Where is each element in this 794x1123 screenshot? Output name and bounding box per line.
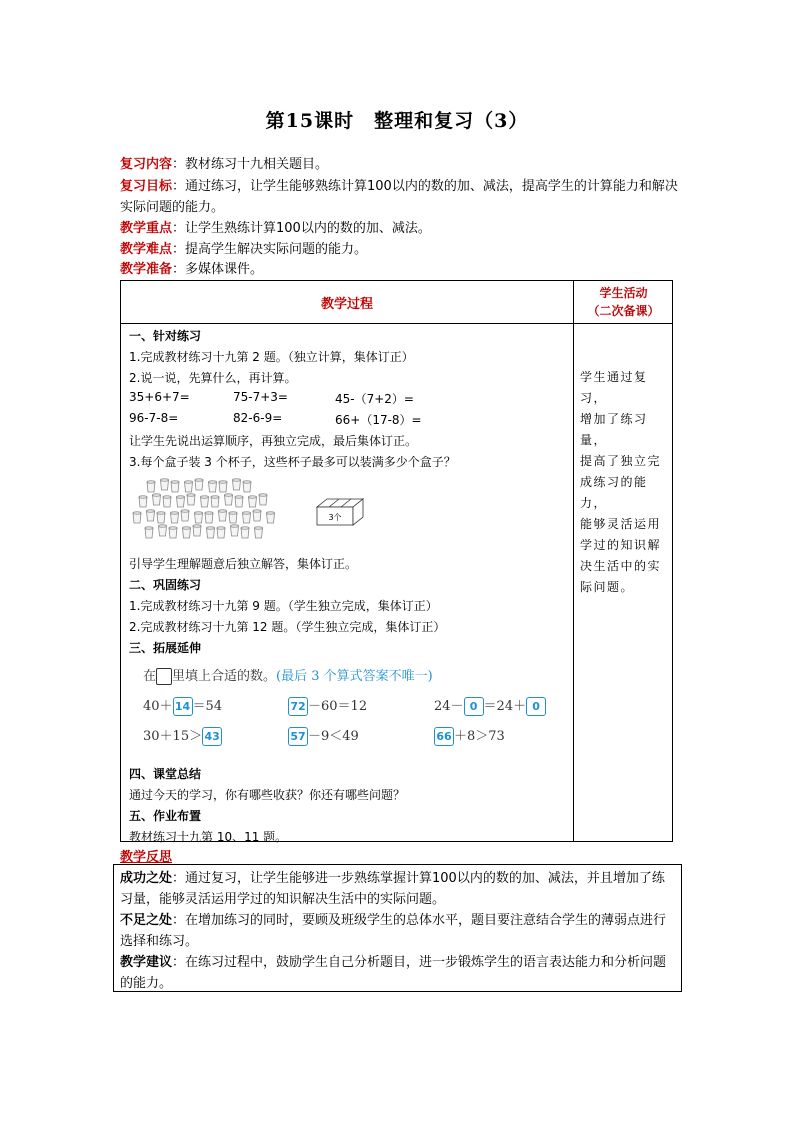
- cup-rim: [209, 481, 217, 483]
- cup-rim: [241, 527, 249, 529]
- calc-expression: 96-7-8=: [129, 411, 179, 425]
- cup-rim: [207, 527, 215, 529]
- cup-rim: [147, 510, 155, 512]
- calc-expression: 75-7+3=: [233, 390, 288, 404]
- cups-illustration: [131, 477, 301, 541]
- activity-header-line1: 学生活动: [599, 286, 648, 300]
- answer-box: 0: [526, 697, 546, 716]
- suggestion-label: 教学建议: [120, 955, 173, 970]
- cup-rim: [153, 494, 161, 496]
- section-consolidation: 二、巩固练习: [129, 578, 202, 592]
- cup-rim: [169, 527, 177, 529]
- teaching-difficulty: [120, 239, 680, 260]
- cup-rim: [195, 479, 203, 481]
- reflection-box: [113, 864, 682, 992]
- student-activity: [580, 367, 670, 598]
- practice-note: 让学生先说出运算顺序，再独立完成，最后集体订正。: [129, 434, 418, 448]
- review-content: [120, 154, 680, 175]
- column-divider: [573, 281, 574, 841]
- practice-item-2: 2.说一说，先算什么，再计算。: [129, 371, 297, 385]
- answer-box: 72: [288, 697, 308, 716]
- activity-header-line2: （二次备课）: [587, 304, 660, 318]
- box-label: 3个: [328, 513, 342, 522]
- cup-rim: [235, 496, 243, 498]
- cup-rim: [243, 481, 251, 483]
- lesson-table: [120, 280, 673, 842]
- cup-rim: [243, 512, 251, 514]
- activity-line: 能够灵活运用: [580, 517, 662, 531]
- cup-rim: [181, 510, 189, 512]
- answer-box: 43: [202, 727, 222, 746]
- teaching-difficulty-text: ：提高学生解决实际问题的能力。: [172, 242, 368, 257]
- review-content-text: ：教材练习十九相关题目。: [172, 157, 329, 172]
- cup-rim: [259, 494, 267, 496]
- answer-box: 57: [288, 727, 308, 746]
- cup-rim: [229, 512, 237, 514]
- consolidation-item-1: 1.完成教材练习十九第 9 题。（学生独立完成，集体订正）: [129, 599, 438, 613]
- cup-rim: [233, 479, 241, 481]
- cup-rim: [159, 525, 167, 527]
- section-targeted-practice: 一、针对练习: [129, 329, 202, 343]
- practice-guide: 引导学生理解题意后独立解答，集体订正。: [129, 557, 358, 571]
- reflection-success: [120, 868, 675, 910]
- calc-expression: 45-（7+2）=: [335, 392, 414, 406]
- section-summary: 四、课堂总结: [129, 767, 202, 781]
- extension-equation: 72 －60＝12: [288, 695, 367, 716]
- cup-rim: [185, 481, 193, 483]
- summary-text: 通过今天的学习，你有哪些收获？你还有哪些问题？: [129, 788, 406, 802]
- practice-item-3: 3.每个盒子装 3 个杯子，这些杯子最多可以装满多少个盒子？: [129, 455, 456, 469]
- teaching-key-text: ：让学生熟练计算100以内的数的加、减法。: [172, 221, 431, 236]
- box-illustration: [315, 497, 367, 531]
- empty-box-icon: [156, 668, 172, 685]
- prompt-part-a: 在: [143, 669, 157, 684]
- cup-rim: [133, 512, 141, 514]
- cup-rim: [187, 494, 195, 496]
- cup-rim: [249, 496, 257, 498]
- activity-line: 学过的知识解: [580, 538, 662, 552]
- extension-hint: (最后 3 个算式答案不唯一): [276, 669, 433, 684]
- calc-expression: 82-6-9=: [233, 411, 283, 425]
- review-content-label: 复习内容: [120, 157, 173, 172]
- review-goal: [120, 176, 680, 218]
- cup-rim: [201, 496, 209, 498]
- activity-header: [574, 281, 673, 323]
- cup-rim: [145, 527, 153, 529]
- cup-rim: [267, 512, 275, 514]
- teaching-difficulty-label: 教学难点: [120, 242, 173, 257]
- cup-rim: [195, 512, 203, 514]
- cup-rim: [253, 510, 261, 512]
- success-label: 成功之处: [120, 871, 173, 886]
- answer-box: 66: [434, 727, 454, 746]
- deficiency-label: 不足之处: [120, 913, 173, 928]
- reflection-suggestion: [120, 952, 675, 994]
- teaching-key-label: 教学重点: [120, 221, 173, 236]
- practice-item-1: 1.完成教材练习十九第 2 题。（独立计算，集体订正）: [129, 350, 414, 364]
- process-header: 教学过程: [320, 296, 373, 312]
- cup-rim: [231, 525, 239, 527]
- cup-rim: [147, 481, 155, 483]
- header-divider: [121, 323, 672, 324]
- consolidation-item-2: 2.完成教材练习十九第 12 题。（学生独立完成，集体订正）: [129, 620, 446, 634]
- section-homework: 五、作业布置: [129, 809, 202, 823]
- activity-line: 增加了练习量，: [580, 412, 648, 447]
- extension-prompt: [143, 665, 433, 685]
- homework-text: 教材练习十九第 10、11 题。: [129, 830, 288, 844]
- cup-rim: [219, 510, 227, 512]
- extension-equation: 57 －9＜49: [288, 725, 359, 746]
- cup-rim: [255, 527, 263, 529]
- cup-rim: [171, 512, 179, 514]
- cup-rim: [163, 496, 171, 498]
- extension-equation: 24－ 0 ＝24＋ 0: [434, 695, 546, 716]
- extension-equation: 40＋ 14 ＝54: [143, 699, 223, 714]
- prompt-part-b: 里填上合适的数。: [172, 669, 277, 684]
- teaching-prep: [120, 259, 680, 280]
- teaching-key: [120, 218, 680, 239]
- calc-expression: 35+6+7=: [129, 390, 190, 404]
- cup-rim: [205, 512, 213, 514]
- teaching-prep-text: ：多媒体课件。: [172, 262, 264, 277]
- activity-line: 学生通过复习，: [580, 370, 648, 405]
- cup-rim: [217, 527, 225, 529]
- review-goal-text: ：通过练习，让学生能够熟练计算100以内的数的加、减法，提高学生的计算能力和解决实际问题的能力。: [120, 179, 678, 215]
- extension-equation: 30＋15＞ 43: [143, 725, 222, 746]
- cup-rim: [139, 496, 147, 498]
- cup-rim: [171, 481, 179, 483]
- cup-rim: [193, 525, 201, 527]
- answer-box: 14: [173, 697, 193, 716]
- answer-box: 0: [464, 697, 484, 716]
- cup-rim: [225, 494, 233, 496]
- suggestion-text: ：在练习过程中，鼓励学生自己分析题目，进一步锻炼学生的语言表达能力和分析问题的能力。: [120, 955, 667, 991]
- cup-rim: [219, 481, 227, 483]
- activity-line: 际问题。: [580, 580, 635, 594]
- activity-line: 成练习的能力，: [580, 475, 648, 510]
- success-text: ：通过复习，让学生能够进一步熟练掌握计算100以内的数的加、减法，并且增加了练习量，能够灵活运用学过的知识解决生活中的实际问题。: [120, 871, 665, 907]
- page-title: 第15课时 整理和复习（3）: [265, 110, 529, 132]
- activity-line: 提高了独立完: [580, 454, 662, 468]
- cup-rim: [157, 512, 165, 514]
- extension-equation: 66 ＋8＞73: [434, 725, 505, 746]
- cup-rim: [161, 479, 169, 481]
- reflection-deficiency: [120, 910, 675, 952]
- teaching-prep-label: 教学准备: [120, 262, 173, 277]
- cup-rim: [183, 527, 191, 529]
- cup-rim: [177, 496, 185, 498]
- reflection-title: 教学反思: [120, 850, 173, 865]
- section-extension: 三、拓展延伸: [129, 641, 202, 655]
- activity-line: 决生活中的实: [580, 559, 662, 573]
- cup-rim: [211, 496, 219, 498]
- calc-expression: 66+（17-8）=: [335, 413, 422, 427]
- deficiency-text: ：在增加练习的同时，要顾及班级学生的总体水平，题目要注意结合学生的薄弱点进行选择和练习。: [120, 913, 667, 949]
- review-goal-label: 复习目标: [120, 179, 173, 194]
